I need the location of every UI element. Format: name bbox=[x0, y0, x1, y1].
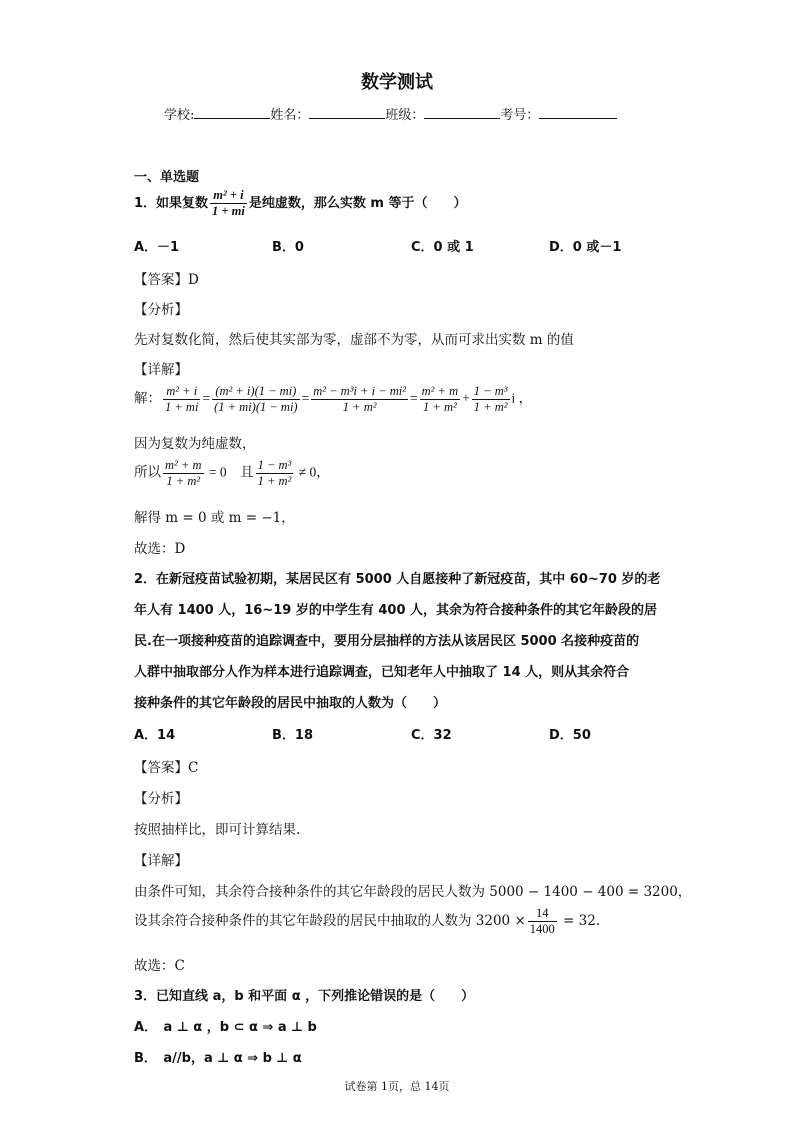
q1-answer: 【答案】D bbox=[134, 272, 199, 288]
q3-option-b: B． a//b，a ⊥ α ⇒ b ⊥ α bbox=[134, 1051, 302, 1066]
q2-option-b: B．18 bbox=[272, 728, 313, 743]
q3-option-a: A． a ⊥ α ，b ⊂ α ⇒ a ⊥ b bbox=[134, 1020, 317, 1035]
q2-detail-2: 设其余符合接种条件的其它年龄段的居民中抽取的人数为 3200 × $\frac{14}{1400}$ = 32. bbox=[134, 906, 601, 936]
q2-analysis-label: 【分析】 bbox=[134, 791, 188, 807]
q2-detail-1: 由条件可知，其余符合接种条件的其它年龄段的居民人数为 5000 − 1400 − 400 = 3200， bbox=[134, 884, 692, 900]
name-blank[interactable] bbox=[309, 106, 385, 119]
q2-stem-line-3: 民.在一项接种疫苗的追踪调查中，要用分层抽样的方法从该居民区 5000 名接种疫苗的 bbox=[134, 634, 640, 649]
q1-equation-1: 解： $\frac{\text{m² + i}}{1 + mi}$ = $\frac{\text{(m² + i)(1 − mi)}}{(1 + mi)(1 - mi)}$ = $\frac{\text{m² − m³i + i − mi²}}{\text{1 + m²}}$ = $\frac{\text{m² + m}}{\text{1 + m²}}$ + $\frac{\text{1 − m³}}{\text{1 + m²}}$ i ， bbox=[134, 384, 533, 414]
q1-option-a: A．－1 bbox=[134, 240, 180, 255]
school-blank[interactable] bbox=[194, 106, 270, 119]
q2-detail-label: 【详解】 bbox=[134, 853, 188, 869]
q1-detail-label: 【详解】 bbox=[134, 362, 188, 378]
q1-option-d: D．0 或－1 bbox=[549, 240, 622, 255]
class-label: 班级： bbox=[385, 108, 425, 123]
q2-answer: 【答案】C bbox=[134, 760, 199, 776]
page-footer: 试卷第 1页，总 14页 bbox=[344, 1080, 450, 1093]
q3-stem: 3．已知直线 a，b 和平面 α ，下列推论错误的是（ ） bbox=[134, 989, 475, 1004]
q2-stem-line-4: 人群中抽取部分人作为样本进行追踪调查，已知老年人中抽取了 14 人，则从其余符合 bbox=[134, 665, 630, 680]
q2-stem-line-2: 年人有 1400 人，16~19 岁的中学生有 400 人，其余为符合接种条件的其它年龄段的居 bbox=[134, 603, 658, 618]
exam-no-blank[interactable] bbox=[539, 106, 617, 119]
q2-choose: 故选：C bbox=[134, 958, 185, 974]
q2-analysis: 按照抽样比，即可计算结果. bbox=[134, 822, 301, 838]
q2-stem-line-1: 2．在新冠疫苗试验初期，某居民区有 5000 人自愿接种了新冠疫苗，其中 60~70 岁的老 bbox=[134, 572, 661, 587]
q1-equation-2: 所以 $\frac{\text{m² + m}}{\text{1 + m²}}$ = 0 且 $\frac{\text{1 − m³}}{\text{1 + m²}}$ ≠ 0， bbox=[134, 458, 330, 488]
q1-solved: 解得 m = 0 或 m = −1， bbox=[134, 510, 295, 526]
q1-analysis: 先对复数化简，然后使其实部为零，虚部不为零，从而可求出实数 m 的值 bbox=[134, 332, 574, 348]
q1-choose: 故选：D bbox=[134, 541, 186, 557]
q1-because: 因为复数为纯虚数， bbox=[134, 436, 256, 452]
q2-stem-line-5: 接种条件的其它年龄段的居民中抽取的人数为（ ） bbox=[134, 696, 447, 711]
q1-stem: 1．如果复数 $\frac{\text{m² + i}}{1 + mi}$ 是纯虚数，那么实数 m 等于（ ） bbox=[134, 188, 467, 218]
name-label: 姓名： bbox=[270, 108, 310, 123]
class-blank[interactable] bbox=[424, 106, 500, 119]
page-title: 数学测试 bbox=[361, 72, 433, 93]
q2-option-c: C．32 bbox=[411, 728, 452, 743]
q1-analysis-label: 【分析】 bbox=[134, 302, 188, 318]
q1-option-c: C．0 或 1 bbox=[411, 240, 474, 255]
student-info-row bbox=[164, 104, 617, 123]
school-label: 学校: bbox=[164, 108, 195, 123]
q1-option-b: B．0 bbox=[272, 240, 304, 255]
section-title: 一、单选题 bbox=[134, 170, 200, 185]
q1-fraction: $\frac{\text{m² + i}}{1 + mi}$ bbox=[212, 188, 245, 218]
exam-no-label: 考号： bbox=[500, 108, 540, 123]
q2-option-a: A．14 bbox=[134, 728, 176, 743]
q2-option-d: D．50 bbox=[549, 728, 591, 743]
